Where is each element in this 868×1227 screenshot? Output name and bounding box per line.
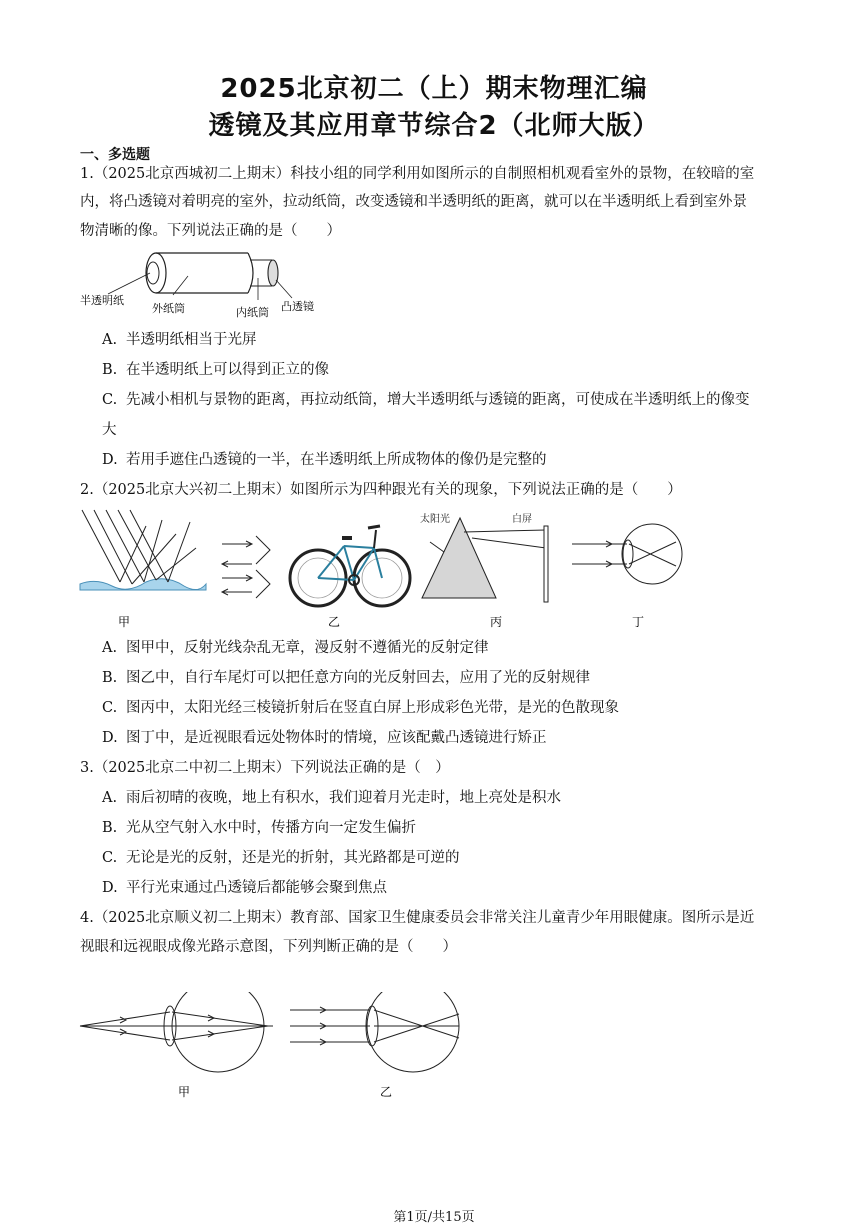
figure-bing-prism bbox=[420, 512, 548, 602]
label-outer-tube: 外纸筒 bbox=[152, 302, 185, 315]
option-key: B. bbox=[102, 362, 118, 378]
question-1-line-3: 物清晰的像。下列说法正确的是（ ） bbox=[80, 223, 341, 239]
question-1-line-1: 1.（2025北京西城初二上期末）科技小组的同学利用如图所示的自制照相机观看室外的景物，在较暗的室 bbox=[80, 166, 755, 182]
option-key: D. bbox=[102, 730, 118, 746]
option-key: A. bbox=[102, 790, 118, 806]
question-2-option-b bbox=[102, 668, 792, 688]
question-1-option-c-continued: 大 bbox=[102, 422, 117, 438]
label-inner-tube: 内纸筒 bbox=[236, 306, 269, 319]
question-1-option-c bbox=[102, 390, 792, 410]
figure-yi-eye bbox=[290, 992, 459, 1072]
question-1-option-d bbox=[102, 450, 792, 470]
option-text: 图丁中，是近视眼看远处物体时的情境，应该配戴凸透镜进行矫正 bbox=[126, 730, 547, 746]
caption-ding: 丁 bbox=[632, 615, 645, 629]
label-translucent-paper: 半透明纸 bbox=[80, 294, 124, 307]
option-key: C. bbox=[102, 850, 118, 866]
option-key: D. bbox=[102, 452, 118, 468]
label-convex-lens: 凸透镜 bbox=[281, 300, 314, 313]
question-4-line-1: 4.（2025北京顺义初二上期末）教育部、国家卫生健康委员会非常关注儿童青少年用眼健康。图所示是近 bbox=[80, 910, 755, 926]
option-text: 无论是光的反射，还是光的折射，其光路都是可逆的 bbox=[126, 850, 460, 866]
eye-optics-figure bbox=[78, 992, 478, 1102]
question-2-option-d bbox=[102, 728, 792, 748]
question-2-option-c bbox=[102, 698, 792, 718]
option-text: 若用手遮住凸透镜的一半，在半透明纸上所成物体的像仍是完整的 bbox=[126, 452, 547, 468]
option-key: C. bbox=[102, 392, 118, 408]
option-text: 半透明纸相当于光屏 bbox=[126, 332, 257, 348]
page-subtitle: 透镜及其应用章节综合2（北师大版） bbox=[208, 111, 660, 141]
camera-figure bbox=[78, 248, 328, 323]
question-1-option-b bbox=[102, 360, 792, 380]
label-white-screen: 白屏 bbox=[512, 514, 532, 525]
option-key: C. bbox=[102, 700, 118, 716]
question-3-line-1: 3.（2025北京二中初二上期末）下列说法正确的是（ ） bbox=[80, 760, 450, 776]
option-key: A. bbox=[102, 640, 118, 656]
option-text: 图乙中，自行车尾灯可以把任意方向的光反射回去，应用了光的反射规律 bbox=[126, 670, 590, 686]
figure-yi-reflector bbox=[222, 536, 270, 598]
question-3-option-a bbox=[102, 788, 792, 808]
figure-jia-diffuse-reflection bbox=[80, 510, 206, 590]
section-heading: 一、多选题 bbox=[80, 147, 150, 163]
option-key: B. bbox=[102, 820, 118, 836]
question-2-line-1: 2.（2025北京大兴初二上期末）如图所示为四种跟光有关的现象，下列说法正确的是（ ） bbox=[80, 482, 682, 498]
label-sunlight: 太阳光 bbox=[420, 514, 450, 525]
page-title: 2025北京初二（上）期末物理汇编 bbox=[220, 74, 648, 104]
page-number: 第1页/共15页 bbox=[393, 1210, 475, 1225]
figure-ding-eye bbox=[572, 524, 682, 584]
option-key: A. bbox=[102, 332, 118, 348]
light-phenomena-figure bbox=[76, 506, 696, 631]
option-text: 先减小相机与景物的距离，再拉动纸筒，增大半透明纸与透镜的距离，可使成在半透明纸上的像变 bbox=[126, 392, 750, 408]
caption-yi: 乙 bbox=[328, 615, 341, 629]
question-1-line-2: 内，将凸透镜对着明亮的室外，拉动纸筒，改变透镜和半透明纸的距离，就可以在半透明纸上看到室外景 bbox=[80, 194, 747, 210]
question-2-option-a bbox=[102, 638, 792, 658]
option-text: 光从空气射入水中时，传播方向一定发生偏折 bbox=[126, 820, 416, 836]
caption-jia: 甲 bbox=[178, 1085, 191, 1099]
option-text: 平行光束通过凸透镜后都能够会聚到焦点 bbox=[126, 880, 387, 896]
option-key: D. bbox=[102, 880, 118, 896]
option-text: 图甲中，反射光线杂乱无章，漫反射不遵循光的反射定律 bbox=[126, 640, 489, 656]
caption-jia: 甲 bbox=[118, 615, 131, 629]
bicycle-icon bbox=[290, 526, 410, 606]
option-text: 图丙中，太阳光经三棱镜折射后在竖直白屏上形成彩色光带，是光的色散现象 bbox=[126, 700, 619, 716]
question-3-option-b bbox=[102, 818, 792, 838]
caption-yi: 乙 bbox=[380, 1085, 393, 1099]
caption-bing: 丙 bbox=[490, 615, 503, 629]
question-1-option-a bbox=[102, 330, 792, 350]
question-3-option-c bbox=[102, 848, 792, 868]
option-text: 雨后初晴的夜晚，地上有积水，我们迎着月光走时，地上亮处是积水 bbox=[126, 790, 561, 806]
question-3-option-d bbox=[102, 878, 792, 898]
option-key: B. bbox=[102, 670, 118, 686]
question-4-line-2: 视眼和远视眼成像光路示意图，下列判断正确的是（ ） bbox=[80, 939, 457, 955]
figure-jia-eye bbox=[80, 992, 273, 1072]
option-text: 在半透明纸上可以得到正立的像 bbox=[126, 362, 329, 378]
